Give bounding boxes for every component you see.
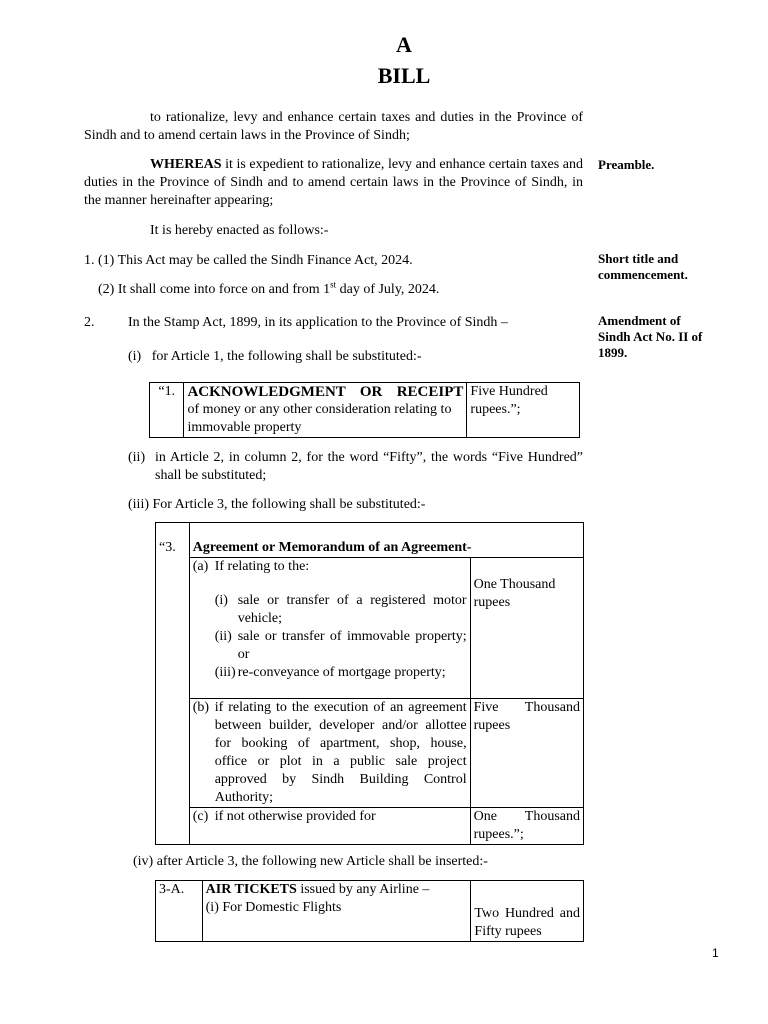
article-3-row-c-amount: One Thousand rupees.”; (470, 808, 583, 845)
preamble-paragraph (84, 156, 583, 210)
article-3a-number: 3-A. (156, 881, 203, 942)
preamble-side-note: Preamble. (598, 157, 655, 172)
row-a-sub-ii: (ii) sale or transfer of immovable property; or (214, 629, 467, 662)
item-i: (i) for Article 1, the following shall be substituted:- (128, 349, 422, 364)
article-1-description: ACKNOWLEDGMENT OR RECEIPT of money or any other consideration relating to immovable property (184, 383, 467, 438)
article-3-table (155, 522, 584, 845)
article-1-amount: Five Hundred rupees.”; (467, 383, 580, 438)
row-a-sub-iii: (iii) re-conveyance of mortgage property; (214, 665, 446, 680)
bill-purpose: to rationalize, levy and enhance certain taxes and duties in the Province of Sindh and to amend certain laws in the Province of Sindh; (84, 110, 583, 143)
item-iv: (iv) after Article 3, the following new Article shall be inserted:- (133, 854, 488, 869)
preamble-text: it is expedient to rationalize, levy and enhance certain taxes and duties in the Province of Sindh and to amend certain laws in the Province of Sindh, in the manner hereinafter appearing; (84, 157, 583, 208)
section-1-sub-1: 1. (1) This Act may be called the Sindh Finance Act, 2024. (84, 253, 413, 268)
article-3-row-c: (c) if not otherwise provided for (189, 808, 470, 845)
enacting-clause: It is hereby enacted as follows:- (150, 223, 329, 238)
item-ii: (ii) in Article 2, in column 2, for the word “Fifty”, the words “Five Hundred” shall be substituted; (128, 450, 583, 483)
row-a-sub-i: (i) sale or transfer of a registered motor vehicle; (214, 593, 467, 626)
article-3a-table (155, 880, 584, 942)
bill-heading-a: A (396, 32, 412, 57)
article-3a-heading-amount (471, 881, 584, 900)
section-2-number: 2. (84, 315, 95, 330)
article-1-table (149, 382, 580, 438)
bill-heading-bill: BILL (377, 63, 431, 88)
article-3a-heading: AIR TICKETS issued by any Airline – (202, 881, 471, 900)
article-3-row-b-amount: Five Thousand rupees (470, 699, 583, 808)
section-2-text: In the Stamp Act, 1899, in its application to the Province of Sindh – (128, 315, 508, 330)
article-3-row-b: (b) if relating to the execution of an agreement between builder, developer and/or allottee for booking of apartment, shop, house, office or plot in a public sale project approved by Sindh Building Control Authority; (189, 699, 470, 808)
section-1-sub-2: (2) It shall come into force on and from 1st day of July, 2024. (98, 279, 440, 297)
article-1-number: “1. (150, 383, 184, 438)
whereas-lead: WHEREAS (150, 157, 222, 172)
article-3-heading: Agreement or Memorandum of an Agreement- (189, 523, 583, 558)
short-title-side-note: Short title and commencement. (598, 251, 688, 282)
article-3-number: “3. (156, 523, 190, 845)
item-iii: (iii) For Article 3, the following shall be substituted:- (128, 497, 426, 512)
amendment-side-note: Amendment of Sindh Act No. II of 1899. (598, 313, 703, 360)
page-number: 1 (712, 946, 719, 960)
article-3-row-a-amount: One Thousand rupees (470, 558, 583, 699)
article-3a-row-1: (i) For Domestic Flights (202, 899, 471, 942)
article-3a-row-1-amount: Two Hundred and Fifty rupees (471, 899, 584, 942)
article-3-row-a: (a) If relating to the: (i) sale or transfer of a registered motor vehicle; (ii) sale or transfer of immovable property; or (iii) re-conveyance of mortgage property; (189, 558, 470, 699)
